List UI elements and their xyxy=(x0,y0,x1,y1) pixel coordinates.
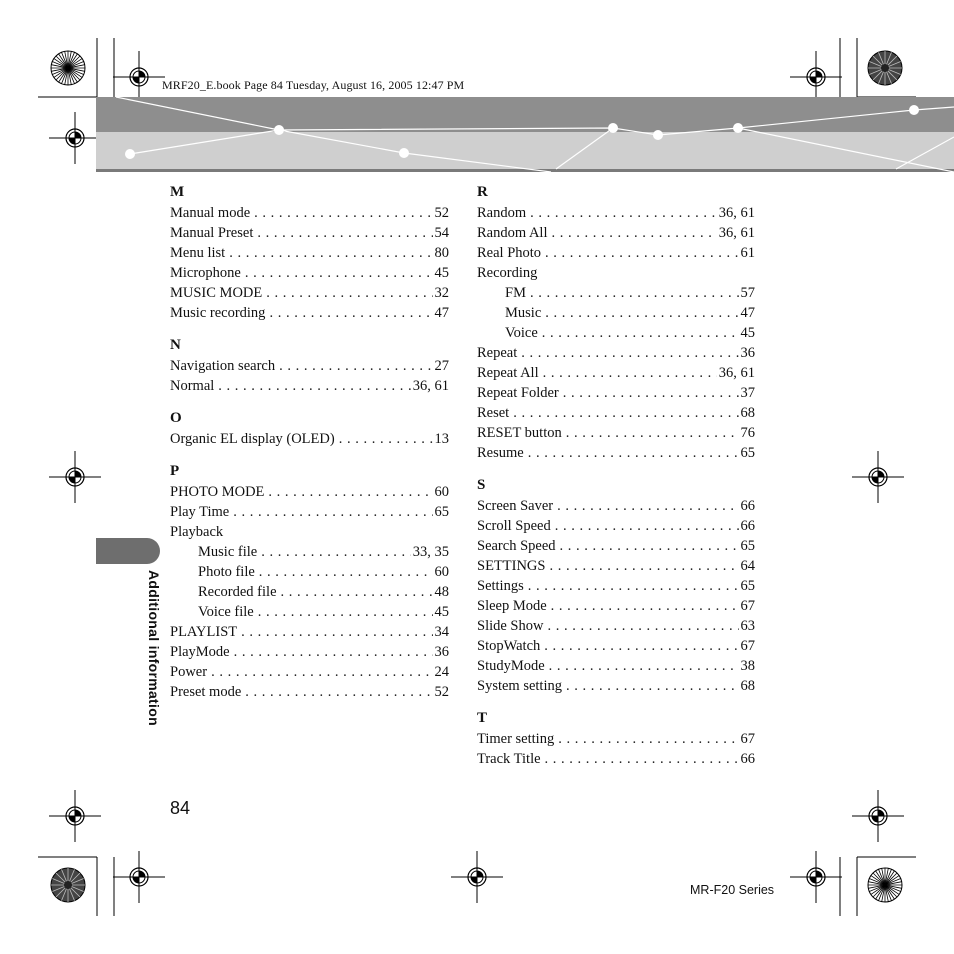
dot-leader xyxy=(521,343,738,363)
index-entry xyxy=(170,203,449,223)
index-entry xyxy=(170,303,449,323)
section-letter: N xyxy=(170,337,181,353)
index-entry xyxy=(477,343,755,363)
entry-term: Timer setting xyxy=(477,731,555,747)
entry-pages: 63 xyxy=(740,618,755,634)
index-entry xyxy=(170,502,449,522)
entry-pages: 36, 61 xyxy=(718,205,755,221)
entry-term: Slide Show xyxy=(477,618,544,634)
entry-term: FM xyxy=(505,285,526,301)
entry-term: Recorded file xyxy=(198,584,277,600)
dot-leader xyxy=(555,516,739,536)
index-column-left xyxy=(170,182,449,714)
index-entry xyxy=(477,576,755,596)
index-section xyxy=(477,182,755,463)
dot-leader xyxy=(268,482,432,502)
dot-leader xyxy=(547,616,738,636)
entry-term: System setting xyxy=(477,678,562,694)
dot-leader xyxy=(339,429,433,449)
index-entry xyxy=(477,749,755,769)
section-letter: M xyxy=(170,184,185,200)
index-entry xyxy=(477,403,755,423)
entry-term: Menu list xyxy=(170,245,226,261)
index-section xyxy=(170,408,449,449)
entry-term: Search Speed xyxy=(477,538,556,554)
dot-leader xyxy=(279,356,432,376)
entry-term: Random xyxy=(477,205,527,221)
entry-term: PLAYLIST xyxy=(170,624,238,640)
entry-pages: 61 xyxy=(740,245,755,261)
entry-pages: 36, 61 xyxy=(718,225,755,241)
entry-term: Resume xyxy=(477,445,524,461)
index-entry xyxy=(170,376,449,396)
dot-leader xyxy=(254,203,432,223)
index-entry xyxy=(477,729,755,749)
index-entry xyxy=(170,562,449,582)
entry-pages: 34 xyxy=(434,624,449,640)
entry-pages: 80 xyxy=(434,245,449,261)
entry-term: Normal xyxy=(170,378,215,394)
entry-term: Navigation search xyxy=(170,358,276,374)
dot-leader xyxy=(542,323,739,343)
entry-term: StudyMode xyxy=(477,658,545,674)
entry-term: Repeat Folder xyxy=(477,385,559,401)
entry-term: Reset xyxy=(477,405,510,421)
entry-term: StopWatch xyxy=(477,638,541,654)
entry-term: MUSIC MODE xyxy=(170,285,263,301)
index-column-right xyxy=(477,182,755,781)
index-entry xyxy=(170,622,449,642)
entry-term: RESET button xyxy=(477,425,562,441)
entry-pages: 13 xyxy=(434,431,449,447)
dot-leader xyxy=(245,263,433,283)
entry-pages: 67 xyxy=(740,638,755,654)
index-entry xyxy=(477,516,755,536)
index-section xyxy=(170,335,449,396)
index-entry xyxy=(170,642,449,662)
entry-pages: 36 xyxy=(434,644,449,660)
index-entry xyxy=(477,243,755,263)
index-entry xyxy=(477,363,755,383)
dot-leader xyxy=(566,423,739,443)
index-entry xyxy=(477,616,755,636)
page-number: 84 xyxy=(170,798,191,818)
entry-pages: 33, 35 xyxy=(412,544,449,560)
entry-pages: 52 xyxy=(434,205,449,221)
entry-term: Scroll Speed xyxy=(477,518,551,534)
entry-pages: 65 xyxy=(740,538,755,554)
entry-term: Manual Preset xyxy=(170,225,254,241)
dot-leader xyxy=(261,542,411,562)
index-entry xyxy=(170,482,449,502)
index-entry xyxy=(477,496,755,516)
entry-pages: 47 xyxy=(740,305,755,321)
index-entry xyxy=(477,536,755,556)
section-letter: R xyxy=(477,184,488,200)
entry-pages: 76 xyxy=(740,425,755,441)
entry-pages: 64 xyxy=(740,558,755,574)
index-entry xyxy=(170,263,449,283)
entry-term: Random All xyxy=(477,225,548,241)
file-info-line: MRF20_E.book Page 84 Tuesday, August 16, 2005 12:47 PM xyxy=(162,78,465,92)
dot-leader xyxy=(233,502,432,522)
dot-leader xyxy=(545,303,738,323)
dot-leader xyxy=(211,662,432,682)
section-letter: S xyxy=(477,477,486,493)
entry-term: Music recording xyxy=(170,305,266,321)
dot-leader xyxy=(530,283,739,303)
index-entry xyxy=(170,243,449,263)
dot-leader xyxy=(544,636,738,656)
index-entry xyxy=(477,263,755,283)
entry-pages: 36, 61 xyxy=(718,365,755,381)
entry-pages: 37 xyxy=(740,385,755,401)
entry-pages: 45 xyxy=(434,604,449,620)
dot-leader xyxy=(229,243,432,263)
entry-term: Power xyxy=(170,664,208,680)
index-entry xyxy=(477,303,755,323)
dot-leader xyxy=(281,582,433,602)
entry-pages: 65 xyxy=(434,504,449,520)
entry-term: Voice xyxy=(505,325,538,341)
entry-term: Repeat All xyxy=(477,365,539,381)
index-entry xyxy=(170,662,449,682)
dot-leader xyxy=(530,203,717,223)
entry-term: SETTINGS xyxy=(477,558,546,574)
index-entry xyxy=(170,429,449,449)
entry-term: Recording xyxy=(477,265,538,281)
dot-leader xyxy=(258,602,433,622)
series-name: MR-F20 Series xyxy=(690,883,775,897)
entry-term: Music xyxy=(505,305,542,321)
entry-pages: 66 xyxy=(740,751,755,767)
dot-leader xyxy=(543,363,717,383)
dot-leader xyxy=(549,556,738,576)
index-entry xyxy=(477,423,755,443)
index-section xyxy=(170,461,449,702)
entry-term: Track Title xyxy=(477,751,541,767)
index-section xyxy=(170,182,449,323)
entry-term: Microphone xyxy=(170,265,241,281)
entry-pages: 67 xyxy=(740,598,755,614)
entry-pages: 36, 61 xyxy=(412,378,449,394)
dot-leader xyxy=(266,283,432,303)
dot-leader xyxy=(528,576,739,596)
dot-leader xyxy=(557,496,738,516)
index-entry xyxy=(170,522,449,542)
index-entry xyxy=(477,656,755,676)
index-entry xyxy=(477,323,755,343)
entry-pages: 45 xyxy=(434,265,449,281)
index-entry xyxy=(170,356,449,376)
dot-leader xyxy=(560,536,739,556)
index-entry xyxy=(477,203,755,223)
index-entry xyxy=(477,596,755,616)
entry-pages: 54 xyxy=(434,225,449,241)
dot-leader xyxy=(513,403,738,423)
entry-term: Repeat xyxy=(477,345,518,361)
dot-leader xyxy=(563,383,739,403)
dot-leader xyxy=(551,596,739,616)
index-entry xyxy=(170,542,449,562)
index-entry xyxy=(477,556,755,576)
dot-leader xyxy=(545,749,739,769)
entry-term: Preset mode xyxy=(170,684,242,700)
index-entry xyxy=(170,602,449,622)
dot-leader xyxy=(269,303,432,323)
dot-leader xyxy=(528,443,739,463)
entry-pages: 27 xyxy=(434,358,449,374)
entry-pages: 65 xyxy=(740,578,755,594)
section-letter: O xyxy=(170,410,182,426)
index-entry xyxy=(477,636,755,656)
index-entry xyxy=(477,443,755,463)
entry-pages: 57 xyxy=(740,285,755,301)
dot-leader xyxy=(257,223,432,243)
entry-term: Voice file xyxy=(198,604,254,620)
index-entry xyxy=(170,223,449,243)
dot-leader xyxy=(566,676,739,696)
entry-pages: 24 xyxy=(434,664,449,680)
index-entry xyxy=(477,676,755,696)
entry-term: Photo file xyxy=(198,564,255,580)
entry-term: Manual mode xyxy=(170,205,251,221)
entry-pages: 66 xyxy=(740,498,755,514)
dot-leader xyxy=(545,243,738,263)
dot-leader xyxy=(234,642,433,662)
chapter-tab-label: Additional information xyxy=(146,570,162,726)
index-entry xyxy=(170,283,449,303)
entry-pages: 32 xyxy=(434,285,449,301)
entry-pages: 47 xyxy=(434,305,449,321)
entry-term: Music file xyxy=(198,544,258,560)
index-entry xyxy=(170,582,449,602)
dot-leader xyxy=(241,622,432,642)
index-section xyxy=(477,708,755,769)
index-section xyxy=(477,475,755,696)
entry-pages: 65 xyxy=(740,445,755,461)
dot-leader xyxy=(245,682,432,702)
index-entry xyxy=(477,383,755,403)
entry-term: Real Photo xyxy=(477,245,542,261)
dot-leader xyxy=(259,562,433,582)
index-entry xyxy=(477,283,755,303)
entry-term: Settings xyxy=(477,578,524,594)
entry-term: PlayMode xyxy=(170,644,230,660)
entry-pages: 38 xyxy=(740,658,755,674)
dot-leader xyxy=(552,223,717,243)
dot-leader xyxy=(558,729,738,749)
entry-pages: 48 xyxy=(434,584,449,600)
entry-pages: 60 xyxy=(434,564,449,580)
entry-pages: 52 xyxy=(434,684,449,700)
entry-pages: 36 xyxy=(740,345,755,361)
chapter-tab xyxy=(96,538,160,564)
entry-term: PHOTO MODE xyxy=(170,484,265,500)
header-banner xyxy=(96,97,954,172)
entry-pages: 68 xyxy=(740,678,755,694)
dot-leader xyxy=(218,376,410,396)
entry-pages: 67 xyxy=(740,731,755,747)
entry-term: Screen Saver xyxy=(477,498,554,514)
entry-term: Organic EL display (OLED) xyxy=(170,431,335,447)
entry-term: Play Time xyxy=(170,504,230,520)
entry-term: Playback xyxy=(170,524,224,540)
entry-term: Sleep Mode xyxy=(477,598,547,614)
index-entry xyxy=(477,223,755,243)
entry-pages: 60 xyxy=(434,484,449,500)
entry-pages: 45 xyxy=(740,325,755,341)
entry-pages: 68 xyxy=(740,405,755,421)
section-letter: T xyxy=(477,710,488,726)
index-entry xyxy=(170,682,449,702)
section-letter: P xyxy=(170,463,180,479)
dot-leader xyxy=(549,656,739,676)
entry-pages: 66 xyxy=(740,518,755,534)
